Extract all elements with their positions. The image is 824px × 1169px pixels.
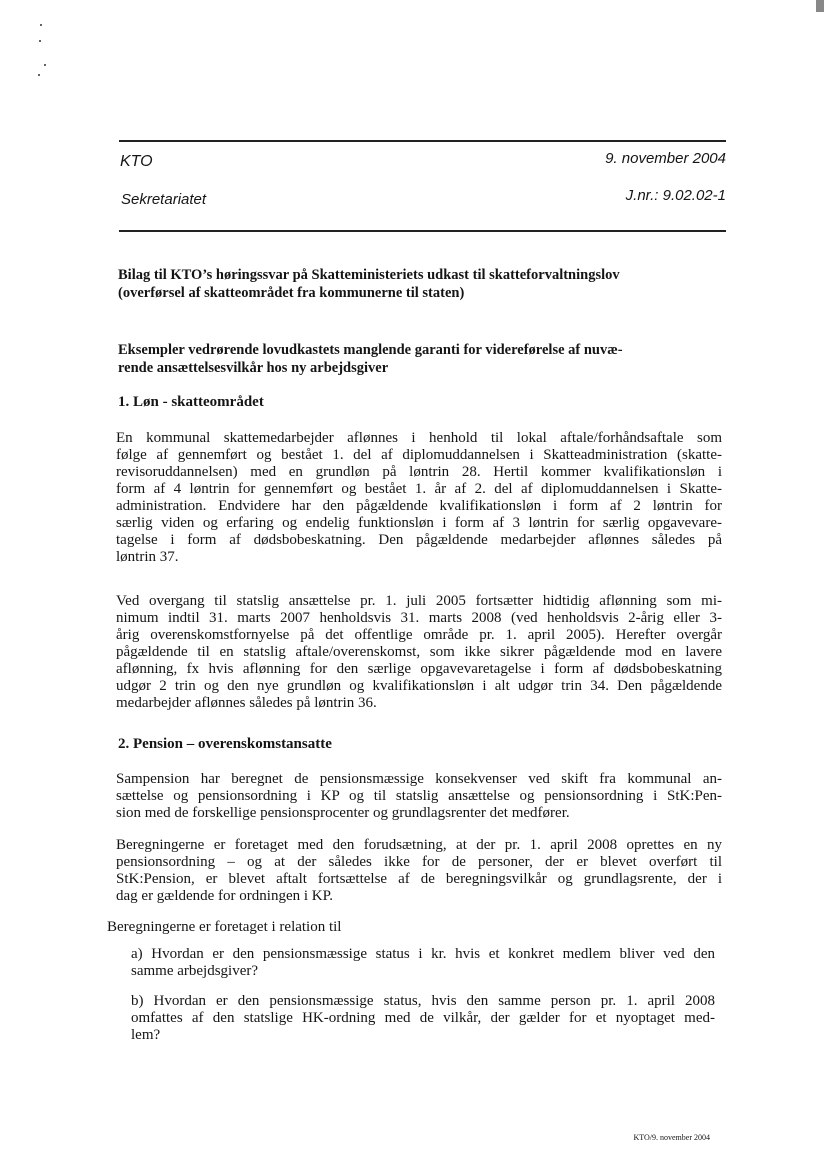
paragraph [116,430,722,566]
header-top-rule [119,140,726,142]
paragraph-line: administration. Endvidere har den pågældende kvalifikationsløn i form af 2 løntrin for [116,498,722,514]
paragraph-line: udgør 2 trin og den nye grundløn og kvalifikationsløn i alt udgør trin 34. Den pågældende [116,678,722,694]
list-item-b [131,993,715,1044]
paragraph [116,593,722,712]
document-date: 9. november 2004 [605,150,726,167]
list-item-line: lem? [131,1027,161,1043]
paragraph-line: StK:Pension, er blevet aftalt fortsættelse af de beregningsvilkår og grundlagsrente, der i [116,871,722,887]
paragraph-line: nimum indtil 31. marts 2007 henholdsvis 31. marts 2008 (ved henholdsvis 2-årig eller 3- [116,610,722,626]
paragraph-line: En kommunal skattemedarbejder aflønnes i henhold til lokal aftale/forhåndsaftale som [116,430,722,446]
page-footer: KTO/9. november 2004 [633,1133,710,1142]
paragraph-line: Sampension har beregnet de pensionsmæssige konsekvenser ved skift fra kommunal an- [116,771,722,787]
list-item-a [131,946,715,980]
paragraph-line: særlig viden og erfaring og endelig funktionsløn i form af 3 løntrin for særlig opgavevare- [116,515,722,531]
paragraph-line: Beregningerne er foretaget med den forudsætning, at der pr. 1. april 2008 oprettes en ny [116,837,722,853]
title-line: Bilag til KTO’s høringssvar på Skatteministeriets udkast til skatteforvaltningslov [118,267,620,283]
paragraph-line: årig overenskomstfornyelse på det offentlige område pr. 1. april 2005). Herefter overgår [116,627,722,643]
paragraph-line: løntrin 37. [116,549,179,565]
paragraph-line: aflønning, fx hvis aflønning for den særlige opgavevaretagelse i form af dødsbobeskatning [116,661,722,677]
header-bottom-rule [119,230,726,232]
intro-line: Beregningerne er foretaget i relation til [107,919,342,935]
paragraph-line: sion med de forskellige pensionsprocenter og grundlagsrenter det medfører. [116,805,570,821]
title-line: (overførsel af skatteområdet fra kommunerne til staten) [118,285,465,301]
document-title [118,266,726,302]
paragraph-line: form af 4 løntrin for gennemført og bestået 1. år af 2. del af diplomuddannelsen i Skatte- [116,481,722,497]
scan-speck [40,24,42,26]
scan-speck [39,40,41,42]
paragraph-line: sættelse og pensionsordning i KP og til statslig ansættelse og pensionsordning i StK:Pen- [116,788,722,804]
scan-edge [816,0,824,12]
document-subtitle [118,341,726,377]
section-heading: 2. Pension – overenskomstansatte [118,736,332,752]
list-item-line: omfattes af den statslige HK-ordning med de vilkår, der gælder for et nyoptaget med- [131,1010,715,1026]
paragraph-line: medarbejder aflønnes således på løntrin 36. [116,695,377,711]
paragraph-line: revisoruddannelsen) med en grundløn på løntrin 28. Hertil kommer kvalifikationsløn i [116,464,722,480]
journal-number: J.nr.: 9.02.02-1 [625,187,726,204]
paragraph-line: pågældende til en statslig aftale/overenskomst, som ikke sikrer pågældende mod en lavere [116,644,722,660]
list-item-line: b) Hvordan er den pensionsmæssige status, hvis den samme person pr. 1. april 2008 [131,993,715,1009]
paragraph [116,771,722,822]
paragraph-line: følge af gennemført og bestået 1. del af diplomuddannelsen i Skatteadministration (skatte- [116,447,722,463]
list-item-line: samme arbejdsgiver? [131,963,259,979]
paragraph-line: tagelse i form af dødsbobeskatning. Den pågældende medarbejder aflønnes således på [116,532,722,548]
paragraph [116,837,722,905]
section-heading: 1. Løn - skatteområdet [118,394,264,410]
org-name: KTO [120,153,153,170]
paragraph-line: pensionsordning – og at der således ikke for de personer, der er blevet overført til [116,854,722,870]
paragraph-line: Ved overgang til statslig ansættelse pr. 1. juli 2005 fortsætter hidtidig aflønning som mi- [116,593,722,609]
department-name: Sekretariatet [121,191,207,208]
scan-speck [38,74,40,76]
subtitle-line: rende ansættelsesvilkår hos ny arbejdsgiver [118,360,389,376]
subtitle-line: Eksempler vedrørende lovudkastets manglende garanti for videreførelse af nuvæ- [118,342,623,358]
list-item-line: a) Hvordan er den pensionsmæssige status i kr. hvis et konkret medlem bliver ved den [131,946,715,962]
paragraph-line: dag er gældende for ordningen i KP. [116,888,334,904]
scan-speck [44,64,46,66]
